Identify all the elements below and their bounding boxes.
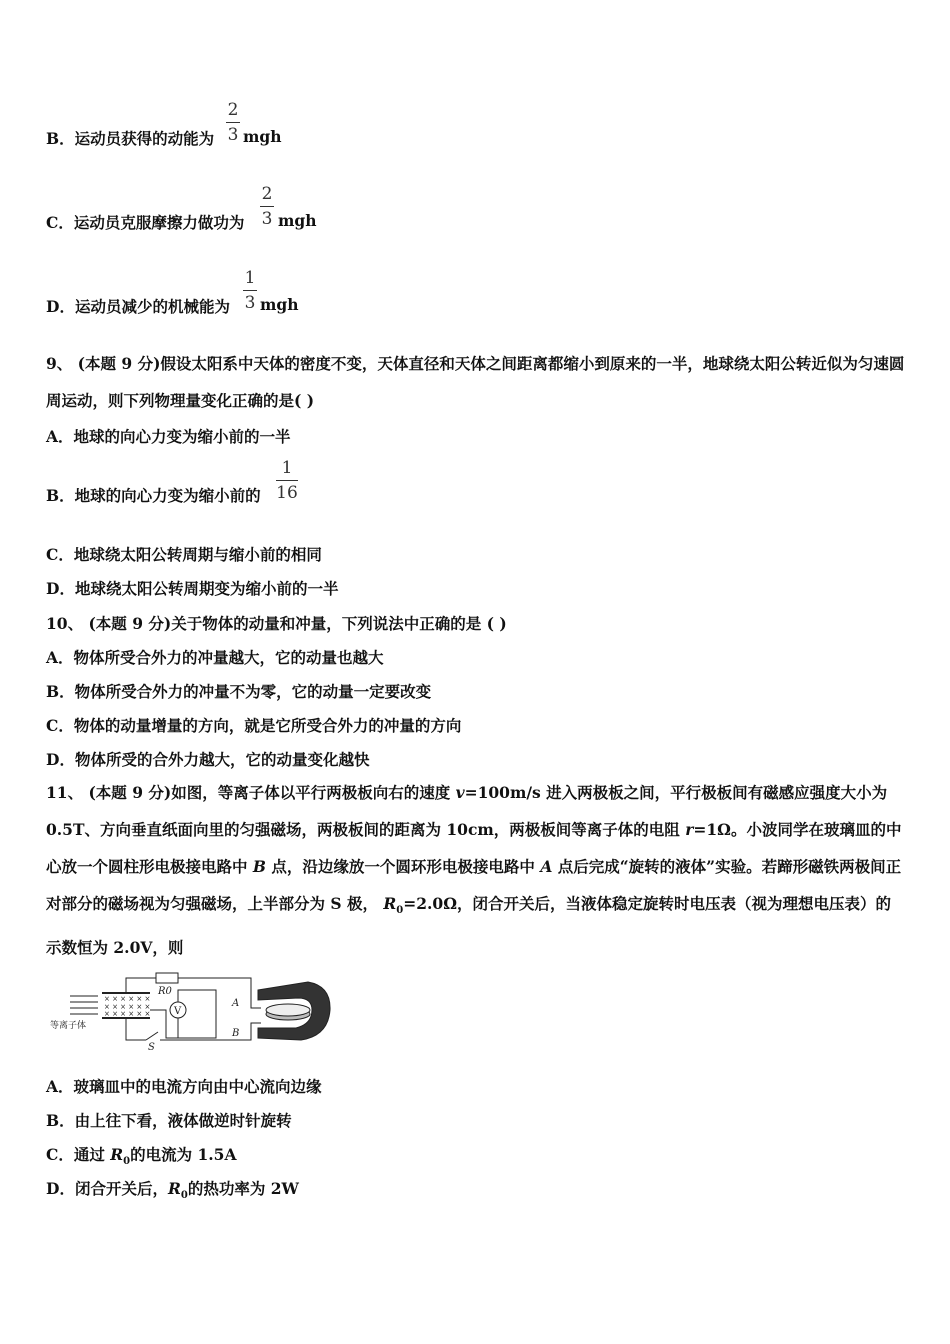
q8-option-b-unit: mgh [243,127,282,146]
q10-option-d: D．物体所受的合外力越大，它的动量变化越快 [46,750,370,769]
svg-text:× × × × × ×: × × × × × × [104,1003,151,1011]
q9-option-c: C．地球绕太阳公转周期与缩小前的相同 [46,545,322,564]
q10-stem: 10、 (本题 9 分)关于物体的动量和冲量，下列说法中正确的是 ( ) [46,614,507,633]
figure-label-plasma: 等离子体 [50,1021,87,1031]
fraction-two-thirds: 2 3 [227,100,239,145]
q9-option-a: A．地球的向心力变为缩小前的一半 [46,427,291,446]
q10-option-c: C．物体的动量增量的方向，就是它所受合外力的冲量的方向 [46,716,462,735]
svg-text:× × × × × ×: × × × × × × [104,995,151,1003]
q11-option-a: A．玻璃皿中的电流方向由中心流向边缘 [46,1077,322,1096]
svg-text:× × × × × ×: × × × × × × [104,1010,151,1018]
q9-stem: 9、 (本题 9 分)假设太阳系中天体的密度不变，天体直径和天体之间距离都缩小到原来的一半，地球绕太阳公转近似为匀速圆周运动，则下列物理量变化正确的是( ) [46,354,905,410]
q11-option-c: C．通过 $R_0$的电流为 1.5A [46,1145,237,1168]
q9-option-d: D．地球绕太阳公转周期变为缩小前的一半 [46,579,339,598]
figure-label-s: S [148,1042,155,1053]
q8-option-d: D．运动员减少的机械能为 [46,297,230,316]
figure-label-a: A [232,998,240,1009]
fraction-one-sixteenth: 1 16 [276,458,298,503]
figure-label-r0: R0 [158,986,172,997]
fraction-two-thirds: 2 3 [261,184,273,229]
figure-label-v: V [174,1006,182,1017]
q8-option-c: C．运动员克服摩擦力做功为 [46,213,245,232]
q9-option-b: B．地球的向心力变为缩小前的 [46,486,261,505]
figure-label-b: B [232,1028,240,1039]
q8-option-d-unit: mgh [260,295,299,314]
q8-option-b: B．运动员获得的动能为 [46,129,215,148]
fraction-one-third: 1 3 [244,268,256,313]
q8-option-c-unit: mgh [278,211,317,230]
q10-option-b: B．物体所受合外力的冲量不为零，它的动量一定要改变 [46,682,432,701]
q11-option-b: B．由上往下看，液体做逆时针旋转 [46,1111,292,1130]
circuit-figure [46,968,336,1058]
q11-stem: 11、 (本题 9 分)如图，等离子体以平行两极板向右的速度 v=100m/s 进入两极板之间，平行极板间有磁感应强度大小为0.5T、方向垂直纸面向里的匀强磁场，两极板间的距离为 10cm，两极板间等离子体的电阻 r=1Ω。小波同学在玻璃皿的中心放一个圆柱形电极接电路中 B 点，沿边缘放一个圆环形电极接电路中 A 点后完成“旋转的液体”实验。若蹄形磁铁两极间正对部分的磁场视为匀强磁场，上半部分为 S 极， $R_0=2.0\Omega$，闭合开关后，当液体稳定旋转时电压表（视为理想电压表）的示数恒为 2.0V，则 [46,783,902,958]
q11-option-d: D．闭合开关后，$R_0$的热功率为 2W [46,1179,299,1202]
q10-option-a: A．物体所受合外力的冲量越大，它的动量也越大 [46,648,384,667]
